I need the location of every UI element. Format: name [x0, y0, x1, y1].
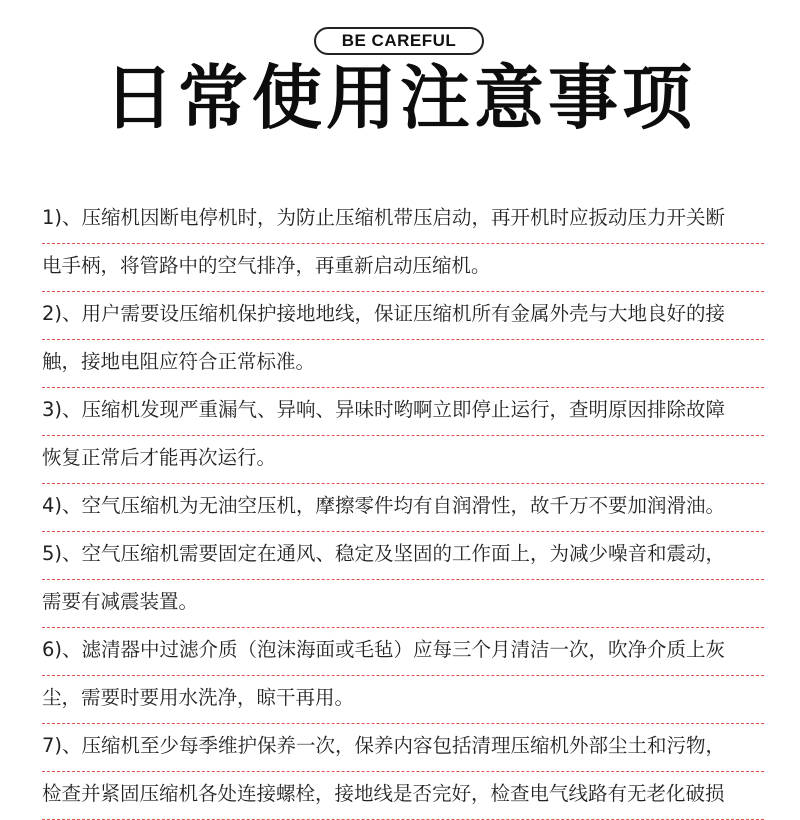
notice-line-6: 恢复正常后才能再次运行。: [42, 436, 764, 484]
notice-line-10: 6)、滤清器中过滤介质（泡沫海面或毛毡）应每三个月清洁一次，吹净介质上灰: [42, 628, 764, 676]
be-careful-badge: BE CAREFUL: [314, 27, 484, 55]
notice-line-2: 电手柄，将管路中的空气排净，再重新启动压缩机。: [42, 244, 764, 292]
notice-line-13: 检查并紧固压缩机各处连接螺栓，接地线是否完好，检查电气线路有无老化破损: [42, 772, 764, 820]
notice-line-3: 2)、用户需要设压缩机保护接地地线，保证压缩机所有金属外壳与大地良好的接: [42, 292, 764, 340]
notice-line-9: 需要有减震装置。: [42, 580, 764, 628]
notice-line-8: 5)、空气压缩机需要固定在通风、稳定及坚固的工作面上，为减少噪音和震动，: [42, 532, 764, 580]
notice-line-7: 4)、空气压缩机为无油空压机，摩擦零件均有自润滑性，故千万不要加润滑油。: [42, 484, 764, 532]
notice-line-11: 尘，需要时要用水洗净，晾干再用。: [42, 676, 764, 724]
page-title: 日常使用注意事项: [104, 57, 696, 139]
notice-list: [42, 196, 764, 820]
notice-line-4: 触，接地电阻应符合正常标准。: [42, 340, 764, 388]
notice-line-1: 1)、压缩机因断电停机时，为防止压缩机带压启动，再开机时应扳动压力开关断: [42, 196, 764, 244]
notice-line-5: 3)、压缩机发现严重漏气、异响、异味时哟啊立即停止运行，查明原因排除故障: [42, 388, 764, 436]
notice-line-12: 7)、压缩机至少每季维护保养一次，保养内容包括清理压缩机外部尘土和污物，: [42, 724, 764, 772]
